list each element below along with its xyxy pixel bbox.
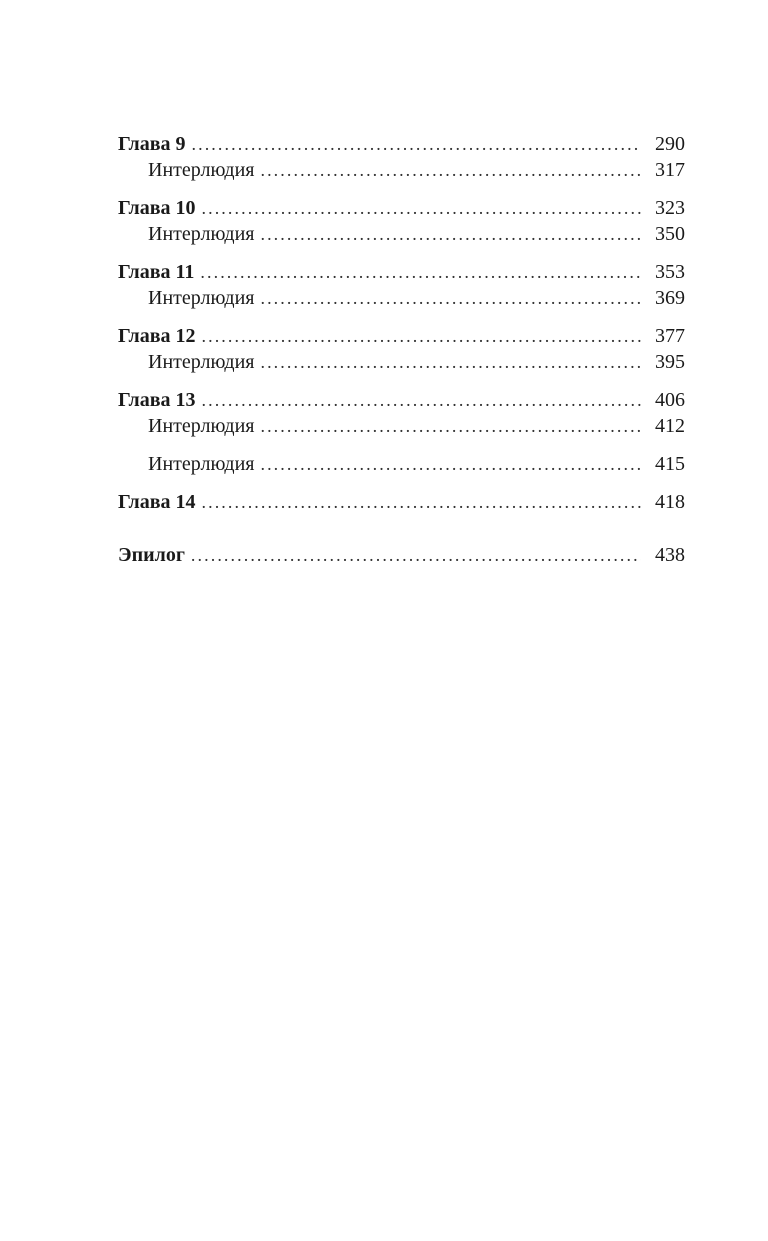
toc-entry-label: Эпилог [118,544,185,566]
spacer [118,477,685,489]
toc-entry-page-number: 377 [655,325,685,347]
toc-entry-interlude[interactable] [118,349,685,375]
toc-entry-label: Интерлюдия [148,223,255,245]
toc-entry-page-number: 415 [655,453,685,475]
toc-entry-interlude[interactable] [118,413,685,439]
toc-entry-label: Глава 11 [118,261,195,283]
spacer [118,183,685,195]
toc-entry-chapter-14[interactable] [118,489,685,515]
dot-leader [260,349,641,375]
dot-leader [260,157,641,183]
toc-entry-interlude[interactable] [118,157,685,183]
toc-entry-label: Глава 9 [118,133,186,155]
dot-leader [202,195,642,221]
table-of-contents [118,131,685,568]
spacer [118,439,685,451]
dot-leader [260,413,641,439]
spacer [118,311,685,323]
dot-leader [202,387,642,413]
dot-leader [200,259,641,285]
toc-entry-page-number: 290 [655,133,685,155]
toc-entry-label: Интерлюдия [148,287,255,309]
toc-entry-page-number: 406 [655,389,685,411]
toc-entry-label: Интерлюдия [148,453,255,475]
toc-entry-page-number: 350 [655,223,685,245]
toc-entry-label: Интерлюдия [148,351,255,373]
toc-entry-label: Глава 12 [118,325,196,347]
toc-entry-label: Глава 13 [118,389,196,411]
toc-entry-interlude[interactable] [118,285,685,311]
dot-leader [191,542,641,568]
toc-entry-chapter-13[interactable] [118,387,685,413]
toc-entry-page-number: 395 [655,351,685,373]
spacer [118,375,685,387]
toc-entry-page-number: 353 [655,261,685,283]
spacer [118,515,685,542]
toc-entry-page-number: 438 [655,544,685,566]
toc-entry-label: Интерлюдия [148,159,255,181]
spacer [118,247,685,259]
toc-entry-chapter-11[interactable] [118,259,685,285]
toc-entry-page-number: 418 [655,491,685,513]
toc-entry-label: Интерлюдия [148,415,255,437]
dot-leader [202,489,642,515]
dot-leader [202,323,642,349]
toc-entry-interlude[interactable] [118,451,685,477]
toc-entry-label: Глава 14 [118,491,196,513]
dot-leader [260,451,641,477]
toc-entry-page-number: 323 [655,197,685,219]
toc-entry-page-number: 369 [655,287,685,309]
toc-entry-interlude[interactable] [118,221,685,247]
toc-entry-epilogue[interactable] [118,542,685,568]
toc-entry-page-number: 317 [655,159,685,181]
toc-entry-chapter-9[interactable] [118,131,685,157]
dot-leader [260,285,641,311]
toc-entry-label: Глава 10 [118,197,196,219]
toc-entry-chapter-10[interactable] [118,195,685,221]
toc-entry-page-number: 412 [655,415,685,437]
toc-entry-chapter-12[interactable] [118,323,685,349]
dot-leader [192,131,642,157]
dot-leader [260,221,641,247]
